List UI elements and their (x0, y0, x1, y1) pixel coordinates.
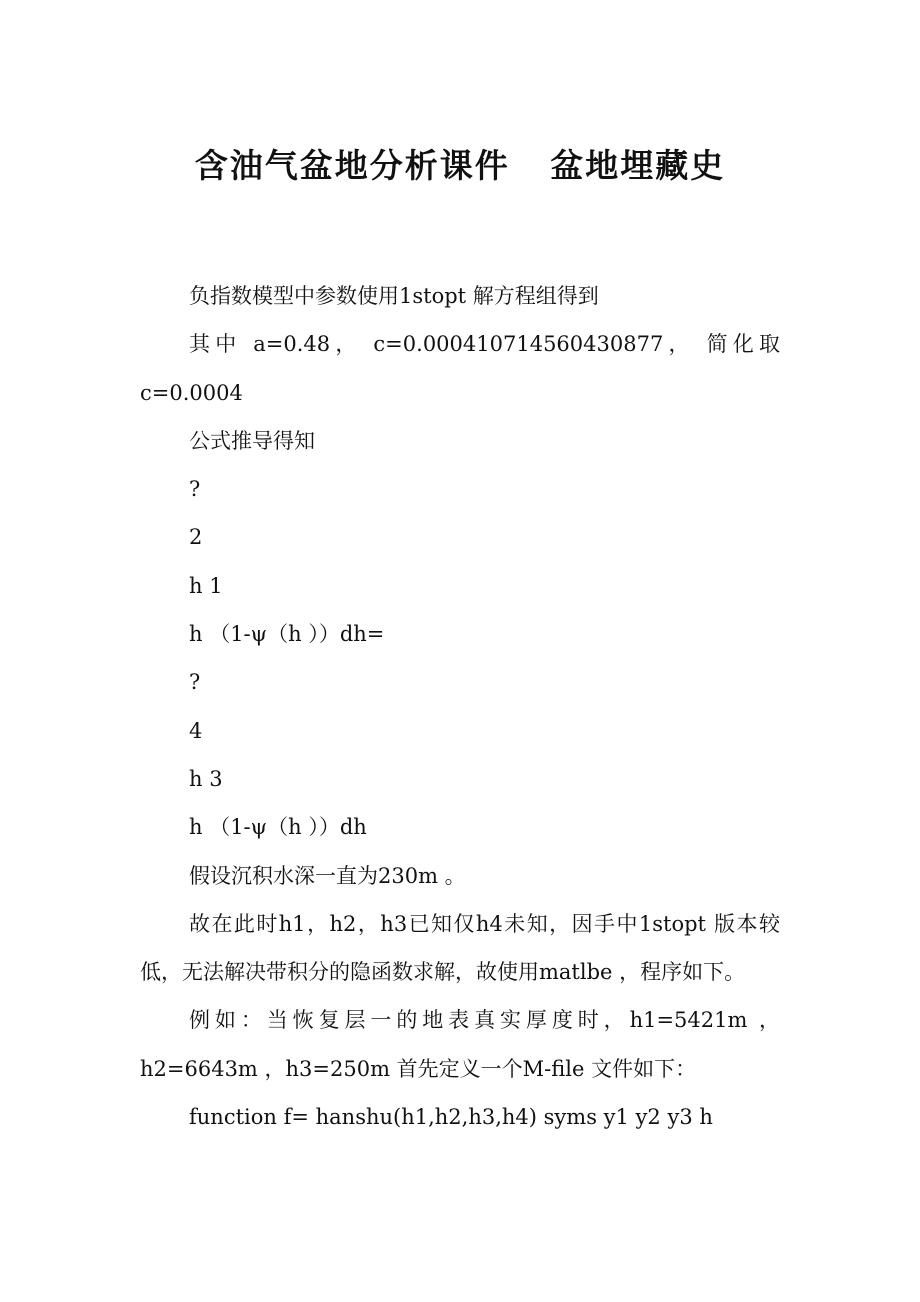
document-body (140, 272, 780, 1141)
paragraph-parameter-method: 负指数模型中参数使用1stopt 解方程组得到 (189, 284, 599, 308)
formula-line-2: 2 (189, 525, 203, 550)
paragraph-water-depth: 假设沉积水深一直为230m 。 (189, 863, 466, 888)
formula-line-4: h （1-ψ（h ））dh= (189, 622, 385, 647)
formula-line-6: 4 (189, 718, 203, 743)
paragraph-parameter-values: 其中 a=0.48， c=0.000410714560430877， 简化取 c=0.0004 (140, 332, 780, 405)
paragraph-formula-intro: 公式推导得知 (189, 428, 315, 453)
formula-line-1: ? (189, 477, 201, 502)
paragraph-matlab-reason: 故在此时h1，h2，h3已知仅h4未知，因手中1stopt 版本较低，无法解决带积分的隐函数求解，故使用matlbe ，程序如下。 (140, 911, 780, 985)
paragraph-example: 例如：当恢复层一的地表真实厚度时，h1=5421m ，h2=6643m ，h3=250m 首先定义一个M-file 文件如下： (140, 1008, 780, 1081)
formula-line-3: h 1 (189, 573, 223, 598)
paragraph-code: function f= hanshu(h1,h2,h3,h4) syms y1 y2 y3 h (189, 1105, 713, 1130)
formula-line-8: h （1-ψ（h ））dh (189, 815, 367, 840)
document-title: 含油气盆地分析课件 盆地埋藏史 (194, 146, 726, 185)
formula-line-7: h 3 (189, 766, 223, 791)
formula-line-5: ? (189, 670, 201, 695)
